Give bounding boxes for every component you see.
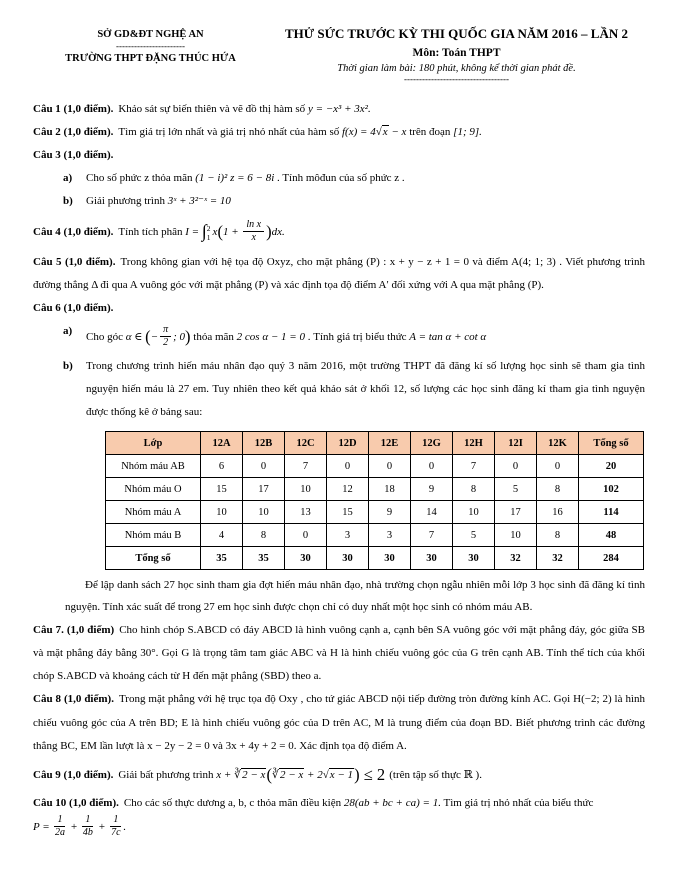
fraction-numerator: 1 (110, 814, 121, 827)
fraction-denominator: 7c (111, 827, 121, 839)
cell: 13 (285, 501, 327, 524)
question-5-text: Trong không gian với hệ tọa độ Oxyz, cho mặt phẳng (P) : x + y − z + 1 = 0 và điểm A(4; 1; 3) . Viết phương trình đường thẳng Δ đi qua A vuông góc với mặt phẳng (P) và xác định tọa độ điểm A′ đối xứng với A qua mặt phẳng (P). (33, 256, 646, 292)
cell: 8 (243, 524, 285, 547)
cell: 30 (453, 547, 495, 570)
question-10 (33, 792, 645, 815)
fraction-numerator: ln x (243, 219, 264, 232)
question-3a-text: Cho số phức z thỏa mãn (86, 172, 196, 185)
cell: 6 (201, 455, 243, 478)
column-header: Lớp (106, 432, 201, 455)
cell: 8 (537, 524, 579, 547)
cell: 0 (495, 455, 537, 478)
column-header: 12A (201, 432, 243, 455)
row-label: Nhóm máu A (106, 501, 201, 524)
fraction (82, 814, 93, 839)
question-6a-text: Cho góc (86, 331, 126, 344)
question-1-label: Câu 1 (1,0 điểm). (33, 102, 114, 115)
fraction-numerator: 1 (54, 814, 65, 827)
question-8-text: Trong mặt phẳng với hệ trục tọa độ Oxy , cho tứ giác ABCD nội tiếp đường tròn đường kính AC. Gọi H(−2; 2) là hình chiếu vuông góc của A trên BD; E là hình chiếu vuông góc của D trên AC, M là trung điểm của đoạn BD. Biết phương trình các đường thẳng BC, EM lần lượt là x − 2y − 2 = 0 và 3x + 4y + 2 = 0. Xác định tọa độ điểm A. (33, 693, 645, 752)
question-9-text: Giải bất phương trình (118, 768, 217, 781)
row-label: Nhóm máu AB (106, 455, 201, 478)
item-marker-b: b) (63, 195, 73, 208)
table-body (106, 455, 644, 570)
question-3a-body (86, 167, 645, 190)
cell: 10 (201, 501, 243, 524)
question-6-note: Để lập danh sách 27 học sinh tham gia đợt hiến máu nhân đạo, nhà trường chọn ngẫu nhiên mỗi lớp 3 học sinh đã đăng kí tình nguyện. Tính xác suất để trong 27 em học sinh được chọn chỉ có duy nhất một học sinh có nhóm máu AB. (65, 579, 645, 613)
question-2-label: Câu 2 (1,0 điểm). (33, 125, 114, 138)
question-10-expression (33, 815, 645, 840)
question-4 (33, 213, 645, 251)
question-6 (33, 297, 645, 320)
radicand: x − 1 (329, 768, 354, 781)
item-marker-b: b) (63, 359, 73, 372)
cell: 14 (411, 501, 453, 524)
cell: 0 (285, 524, 327, 547)
item-marker-a: a) (63, 325, 73, 338)
question-3-label: Câu 3 (1,0 điểm). (33, 148, 114, 161)
cell: 4 (201, 524, 243, 547)
cell: 10 (285, 478, 327, 501)
cell: 30 (327, 547, 369, 570)
question-3 (33, 144, 645, 167)
exam-content (33, 98, 645, 841)
integral-icon: ∫ (201, 221, 207, 242)
cell: 10 (453, 501, 495, 524)
formula-part: x + (216, 768, 235, 781)
question-10-label: Câu 10 (1,0 điểm). (33, 797, 119, 810)
fraction (160, 324, 171, 349)
question-9-formula (216, 764, 390, 784)
header-left (33, 26, 268, 85)
question-7-label: Câu 7. (1,0 điểm) (33, 624, 115, 637)
question-4-text: Tính tích phân (118, 226, 186, 239)
formula-part: ; 0 (173, 331, 186, 344)
formula-part: − x (388, 125, 410, 138)
cell: 0 (243, 455, 285, 478)
cell: 7 (411, 524, 453, 547)
blood-survey-table (105, 431, 644, 570)
question-4-formula (185, 219, 285, 244)
question-5-label: Câu 5 (1,0 điểm). (33, 256, 116, 269)
cell: 9 (369, 501, 411, 524)
question-9-label: Câu 9 (1,0 điểm). (33, 768, 114, 781)
integral-lower: 1 (206, 232, 211, 242)
cell: 0 (327, 455, 369, 478)
table-row (106, 478, 644, 501)
question-6a-formula3: A = tan α + cot α (409, 331, 487, 344)
sqrt-radical: √x (375, 125, 388, 138)
question-7-text: Cho hình chóp S.ABCD có đáy ABCD là hình vuông cạnh a, cạnh bên SA vuông góc với mặt phẳng đáy, góc giữa SB và mặt phẳng đáy bằng 30°. Gọi G là trọng tâm tam giác ABC và H là hình chiếu vuông góc của G trên cạnh AB. Tính thể tích của khối chóp S.ABCD và khoảng cách từ H đến mặt phẳng (SBD) theo a. (33, 624, 645, 683)
row-label: Nhóm máu B (106, 524, 201, 547)
fraction-denominator: x (251, 232, 256, 244)
question-1-text: Khảo sát sự biến thiên và vẽ đồ thị hàm số (118, 102, 308, 115)
cell: 5 (495, 478, 537, 501)
question-1-formula: y = −x³ + 3x². (307, 102, 371, 115)
exam-subject: Môn: Toán THPT (412, 47, 501, 59)
cell: 17 (243, 478, 285, 501)
formula-part: + 2 (304, 768, 323, 781)
cell: 10 (243, 501, 285, 524)
cell: 35 (243, 547, 285, 570)
cell: 3 (369, 524, 411, 547)
cell: 12 (327, 478, 369, 501)
root-icon: ∛ (271, 768, 279, 781)
cell: 16 (537, 501, 579, 524)
question-3b-text: Giải phương trình (86, 195, 168, 208)
cell: 102 (579, 478, 644, 501)
question-6-label: Câu 6 (1,0 điểm). (33, 302, 114, 315)
radicand: 2 − x (242, 768, 266, 781)
formula-part: I = (185, 226, 202, 239)
column-header: 12K (537, 432, 579, 455)
fraction-denominator: 4b (82, 827, 93, 839)
cell: 7 (453, 455, 495, 478)
cell: 17 (495, 501, 537, 524)
question-6a-text2: thỏa mãn (190, 331, 237, 344)
table-row (106, 501, 644, 524)
cbrt-radical (272, 768, 304, 781)
question-9 (33, 758, 645, 793)
column-header: 12D (327, 432, 369, 455)
question-2-text: Tìm giá trị lớn nhất và giá trị nhỏ nhất của hàm số (118, 125, 342, 138)
fraction-numerator: π (160, 324, 171, 337)
formula-part: + (67, 821, 81, 834)
formula-part: 1 + (222, 226, 242, 239)
question-3b-formula: 3ˣ + 3²⁻ˣ = 10 (167, 195, 231, 208)
question-5 (33, 251, 645, 297)
formula-part: + (95, 821, 109, 834)
cell: 7 (285, 455, 327, 478)
close-paren: ) (185, 327, 191, 347)
cell: 8 (537, 478, 579, 501)
row-label: Tổng số (106, 547, 201, 570)
fraction-numerator: 1 (82, 814, 93, 827)
school-name: TRƯỜNG THPT ĐẶNG THÚC HỨA (65, 52, 236, 64)
formula-part: α ∈ (125, 331, 146, 344)
question-2-text2: trên đoạn (409, 125, 454, 138)
question-6a-formula2: 2 cos α − 1 = 0 (236, 331, 305, 344)
header-left-divider: ----------------------- (116, 41, 185, 51)
sqrt-radical (323, 768, 354, 781)
column-header: 12B (243, 432, 285, 455)
department-name: SỞ GD&ĐT NGHỆ AN (97, 29, 204, 40)
column-header: 12I (495, 432, 537, 455)
column-header: 12G (411, 432, 453, 455)
table-row (106, 547, 644, 570)
cell: 10 (495, 524, 537, 547)
question-3a (63, 167, 645, 190)
fraction (54, 814, 65, 839)
question-6a-formula (125, 324, 191, 349)
header-right-divider: ----------------------------------- (404, 74, 509, 84)
radicand: x (382, 125, 388, 138)
question-2-interval: [1; 9]. (453, 125, 482, 138)
open-paren: ( (145, 327, 151, 347)
table-row (106, 524, 644, 547)
cell: 0 (411, 455, 453, 478)
formula-part: dx. (271, 226, 285, 239)
root-icon: √ (322, 768, 329, 781)
question-3a-formula: (1 − i)² z = 6 − 8i (195, 172, 275, 185)
formula-part: − (150, 331, 159, 344)
question-10-text: Cho các số thực dương a, b, c thỏa mãn điều kiện (123, 797, 344, 810)
question-2 (33, 121, 645, 144)
question-2-formula (342, 125, 409, 138)
question-3b (63, 190, 645, 213)
cell: 284 (579, 547, 644, 570)
open-paren: ( (217, 222, 223, 242)
question-1 (33, 98, 645, 121)
question-4-label: Câu 4 (1,0 điểm). (33, 226, 114, 239)
cell: 32 (495, 547, 537, 570)
row-label: Nhóm máu O (106, 478, 201, 501)
question-8-label: Câu 8 (1,0 điểm). (33, 693, 114, 706)
integral-upper: 2 (206, 223, 211, 233)
cell: 35 (201, 547, 243, 570)
column-header: 12E (369, 432, 411, 455)
cell: 30 (411, 547, 453, 570)
cell: 3 (327, 524, 369, 547)
formula-part: f(x) = 4 (342, 125, 376, 138)
question-6b (63, 355, 645, 424)
question-6a-body (86, 320, 645, 355)
cell: 5 (453, 524, 495, 547)
cell: 0 (537, 455, 579, 478)
integral-limits (207, 224, 211, 242)
cell: 9 (411, 478, 453, 501)
table-row (106, 455, 644, 478)
item-marker-a: a) (63, 172, 73, 185)
open-paren: ( (266, 764, 272, 784)
close-paren: ) ≤ 2 (354, 764, 390, 784)
fraction-denominator: 2a (54, 827, 65, 839)
cbrt-radical (234, 768, 266, 781)
header-right (268, 26, 645, 85)
column-header: 12C (285, 432, 327, 455)
fraction-denominator: 2 (163, 337, 169, 349)
question-7 (33, 619, 645, 688)
question-6a-text3: . Tính giá trị biểu thức (304, 331, 410, 344)
P-formula (33, 814, 127, 839)
formula-part: P = (33, 821, 53, 834)
cell: 15 (201, 478, 243, 501)
question-10-condition: 28(ab + bc + ca) = 1. (343, 797, 441, 810)
root-icon: ∛ (234, 768, 242, 781)
cell: 48 (579, 524, 644, 547)
cell: 30 (369, 547, 411, 570)
question-6b-text: Trong chương trình hiến máu nhân đạo quý 3 năm 2016, một trường THPT đã đăng kí số lượng học sinh sẽ tham gia tình nguyện hiến máu là 27 em. Tuy nhiên theo kết quả khảo sát ở khối 12, số lượng các học sinh đăng kí tham gia tình nguyện được thống kê ở bảng sau: (86, 359, 645, 419)
exam-duration: Thời gian làm bài: 180 phút, không kể thời gian phát đề. (337, 63, 576, 74)
cell: 8 (453, 478, 495, 501)
formula-part: . (123, 821, 127, 834)
page-header (33, 26, 645, 85)
cell: 20 (579, 455, 644, 478)
table-header (106, 432, 644, 455)
radicand: 2 − x (279, 768, 304, 781)
cell: 18 (369, 478, 411, 501)
fraction (243, 219, 264, 244)
column-header: 12H (453, 432, 495, 455)
column-header: Tổng số (579, 432, 644, 455)
question-3a-text2: . Tính môđun của số phức z . (274, 172, 405, 185)
close-paren: ) (266, 222, 272, 242)
cell: 30 (285, 547, 327, 570)
cell: 32 (537, 547, 579, 570)
question-3b-body (86, 190, 645, 213)
exam-title: THỬ SỨC TRƯỚC KỲ THI QUỐC GIA NĂM 2016 – LẦN 2 (285, 26, 628, 41)
question-6a (63, 320, 645, 355)
fraction (110, 814, 121, 839)
cell: 0 (369, 455, 411, 478)
question-10-text2: Tìm giá trị nhỏ nhất của biểu thức (440, 797, 594, 810)
question-9-tail: (trên tập số thực ℝ ). (389, 768, 482, 781)
table-header-row (106, 432, 644, 455)
cell: 114 (579, 501, 644, 524)
question-8 (33, 688, 645, 757)
formula-part: x (212, 226, 218, 239)
cell: 15 (327, 501, 369, 524)
